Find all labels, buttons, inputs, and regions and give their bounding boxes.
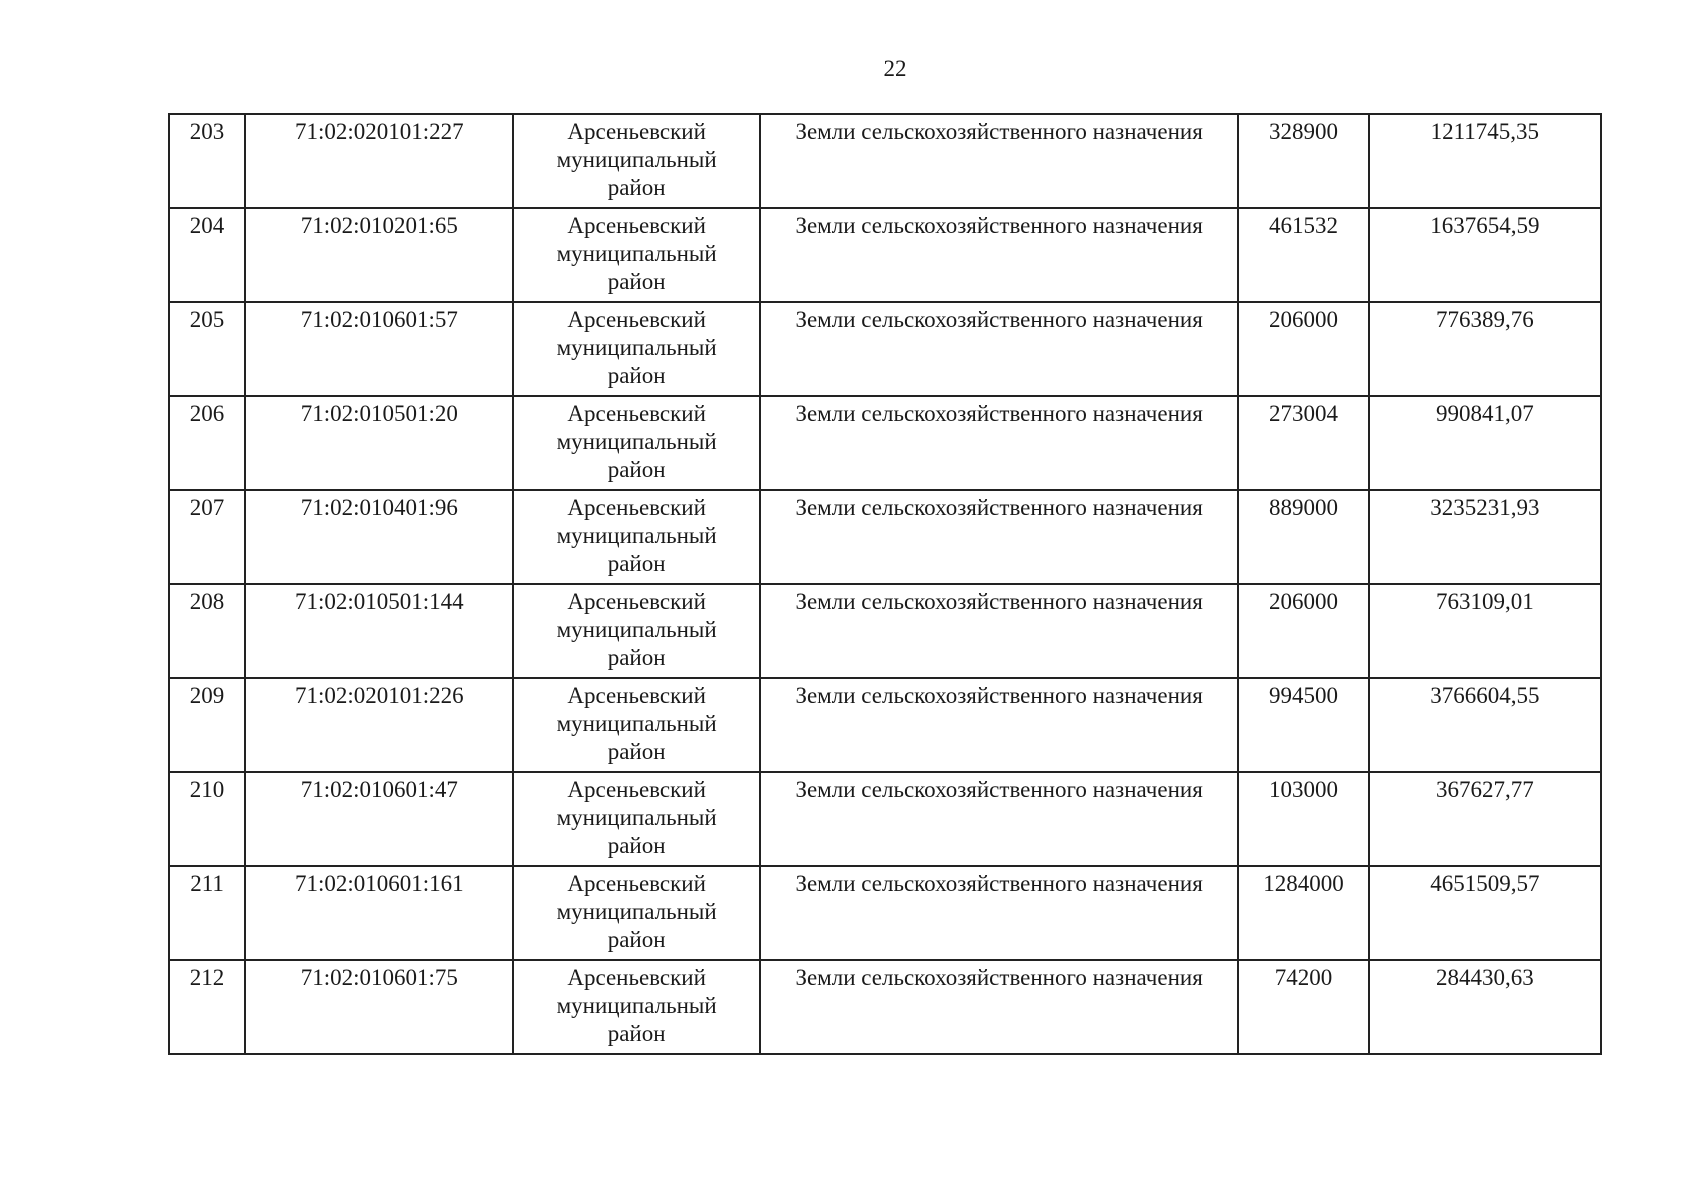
- land-category: Земли сельскохозяйственного назначения: [760, 114, 1239, 208]
- table-row: [169, 584, 1601, 678]
- table-row: [169, 772, 1601, 866]
- row-number: 203: [169, 114, 245, 208]
- area: 1284000: [1238, 866, 1368, 960]
- land-plots-table: [168, 113, 1602, 1055]
- district-line: Арсеньевский: [567, 777, 706, 802]
- table-row: [169, 208, 1601, 302]
- cadastral-number: 71:02:010601:57: [245, 302, 513, 396]
- district-line: район: [607, 927, 666, 952]
- cadastral-value: 1637654,59: [1369, 208, 1601, 302]
- cadastral-value: 1211745,35: [1369, 114, 1601, 208]
- district-line: Арсеньевский: [567, 965, 706, 990]
- area: 328900: [1238, 114, 1368, 208]
- district-line: муниципальный: [556, 899, 717, 924]
- district: [513, 866, 759, 960]
- land-category: Земли сельскохозяйственного назначения: [760, 490, 1239, 584]
- district-line: район: [607, 457, 666, 482]
- district-line: муниципальный: [556, 805, 717, 830]
- cadastral-number: 71:02:010601:47: [245, 772, 513, 866]
- district-line: Арсеньевский: [567, 213, 706, 238]
- cadastral-value: 990841,07: [1369, 396, 1601, 490]
- district-line: район: [607, 1021, 666, 1046]
- cadastral-value: 367627,77: [1369, 772, 1601, 866]
- district-line: Арсеньевский: [567, 495, 706, 520]
- district: [513, 490, 759, 584]
- district-line: муниципальный: [556, 993, 717, 1018]
- cadastral-number: 71:02:010501:144: [245, 584, 513, 678]
- district-line: Арсеньевский: [567, 871, 706, 896]
- row-number: 208: [169, 584, 245, 678]
- district-line: муниципальный: [556, 711, 717, 736]
- cadastral-number: 71:02:010201:65: [245, 208, 513, 302]
- table-row: [169, 490, 1601, 584]
- row-number: 209: [169, 678, 245, 772]
- district-line: район: [607, 833, 666, 858]
- cadastral-value: 4651509,57: [1369, 866, 1601, 960]
- land-category: Земли сельскохозяйственного назначения: [760, 772, 1239, 866]
- district: [513, 960, 759, 1054]
- district: [513, 396, 759, 490]
- area: 103000: [1238, 772, 1368, 866]
- cadastral-number: 71:02:010601:75: [245, 960, 513, 1054]
- cadastral-value: 763109,01: [1369, 584, 1601, 678]
- table-row: [169, 866, 1601, 960]
- table-row: [169, 960, 1601, 1054]
- area: 461532: [1238, 208, 1368, 302]
- cadastral-number: 71:02:010501:20: [245, 396, 513, 490]
- district-line: муниципальный: [556, 241, 717, 266]
- district-line: район: [607, 551, 666, 576]
- cadastral-number: 71:02:020101:227: [245, 114, 513, 208]
- district: [513, 772, 759, 866]
- district-line: муниципальный: [556, 147, 717, 172]
- land-category: Земли сельскохозяйственного назначения: [760, 302, 1239, 396]
- district-line: Арсеньевский: [567, 683, 706, 708]
- row-number: 204: [169, 208, 245, 302]
- district: [513, 302, 759, 396]
- cadastral-number: 71:02:020101:226: [245, 678, 513, 772]
- land-category: Земли сельскохозяйственного назначения: [760, 208, 1239, 302]
- land-category: Земли сельскохозяйственного назначения: [760, 866, 1239, 960]
- cadastral-number: 71:02:010601:161: [245, 866, 513, 960]
- cadastral-number: 71:02:010401:96: [245, 490, 513, 584]
- row-number: 210: [169, 772, 245, 866]
- land-category: Земли сельскохозяйственного назначения: [760, 960, 1239, 1054]
- area: 889000: [1238, 490, 1368, 584]
- page-number: 22: [883, 56, 907, 81]
- land-category: Земли сельскохозяйственного назначения: [760, 396, 1239, 490]
- district: [513, 584, 759, 678]
- district-line: район: [607, 363, 666, 388]
- land-category: Земли сельскохозяйственного назначения: [760, 584, 1239, 678]
- land-category: Земли сельскохозяйственного назначения: [760, 678, 1239, 772]
- table-row: [169, 678, 1601, 772]
- row-number: 211: [169, 866, 245, 960]
- district-line: Арсеньевский: [567, 589, 706, 614]
- cadastral-value: 776389,76: [1369, 302, 1601, 396]
- area: 74200: [1238, 960, 1368, 1054]
- row-number: 207: [169, 490, 245, 584]
- table-row: [169, 396, 1601, 490]
- table-row: [169, 302, 1601, 396]
- district-line: район: [607, 645, 666, 670]
- district: [513, 678, 759, 772]
- district-line: муниципальный: [556, 335, 717, 360]
- district: [513, 114, 759, 208]
- row-number: 205: [169, 302, 245, 396]
- cadastral-value: 284430,63: [1369, 960, 1601, 1054]
- district-line: муниципальный: [556, 429, 717, 454]
- district-line: муниципальный: [556, 523, 717, 548]
- area: 206000: [1238, 584, 1368, 678]
- district-line: Арсеньевский: [567, 307, 706, 332]
- row-number: 206: [169, 396, 245, 490]
- district: [513, 208, 759, 302]
- cadastral-value: 3235231,93: [1369, 490, 1601, 584]
- row-number: 212: [169, 960, 245, 1054]
- cadastral-value: 3766604,55: [1369, 678, 1601, 772]
- table-row: [169, 114, 1601, 208]
- district-line: муниципальный: [556, 617, 717, 642]
- district-line: район: [607, 175, 666, 200]
- area: 206000: [1238, 302, 1368, 396]
- district-line: Арсеньевский: [567, 401, 706, 426]
- area: 273004: [1238, 396, 1368, 490]
- area: 994500: [1238, 678, 1368, 772]
- district-line: район: [607, 269, 666, 294]
- district-line: район: [607, 739, 666, 764]
- district-line: Арсеньевский: [567, 119, 706, 144]
